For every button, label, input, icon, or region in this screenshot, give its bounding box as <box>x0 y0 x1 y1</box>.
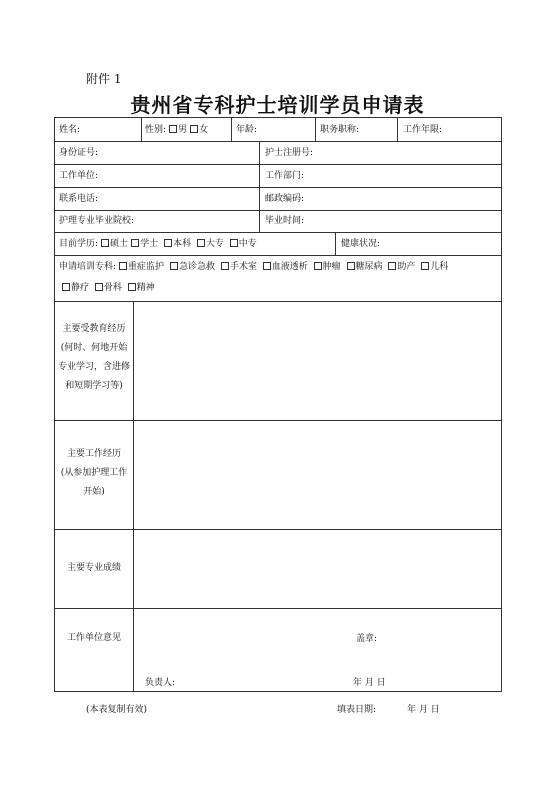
col-divider <box>315 118 316 141</box>
specialty-checkbox[interactable] <box>62 283 70 291</box>
phone-label: 联系电话: <box>59 194 99 204</box>
edu-history-line: 和短期学习等) <box>65 381 123 391</box>
education-checkbox[interactable] <box>230 239 238 247</box>
male-checkbox[interactable] <box>169 125 177 133</box>
row-divider <box>55 420 501 421</box>
specialty-checkbox[interactable] <box>128 283 136 291</box>
work-unit-label: 工作单位: <box>59 171 99 181</box>
row-divider <box>55 255 501 256</box>
edu-history-line: 专业学习，含进修 <box>57 362 130 372</box>
col-divider <box>335 232 336 255</box>
title-rank-label: 职务职称: <box>320 125 360 135</box>
col-divider <box>231 118 232 141</box>
specialty-option: 精神 <box>136 283 155 293</box>
copy-valid-note: (本表复制有效) <box>86 705 148 715</box>
specialty-checkbox[interactable] <box>314 262 322 270</box>
edu-history-label <box>55 320 133 396</box>
specialty-line-1 <box>59 261 448 273</box>
education-field <box>59 238 257 250</box>
col-divider <box>397 118 398 141</box>
grad-time-label: 毕业时间: <box>265 216 305 226</box>
specialty-option: 手术室 <box>229 262 257 272</box>
nurse-reg-label: 护士注册号: <box>265 148 314 158</box>
specialty-option: 重症监护 <box>128 262 165 272</box>
health-label: 健康状况: <box>341 239 381 249</box>
form-title: 贵州省专科护士培训学员申请表 <box>130 93 425 117</box>
education-checkbox[interactable] <box>101 239 109 247</box>
id-card-label: 身份证号: <box>59 148 99 158</box>
specialty-line-2 <box>59 282 155 294</box>
specialty-option: 血液透析 <box>271 262 308 272</box>
work-history-line: 主要工作经历 <box>66 449 121 459</box>
fill-date-value: 年 月 日 <box>407 705 440 715</box>
row-divider <box>55 529 501 530</box>
specialty-label: 申请培训专科: <box>59 262 117 272</box>
specialty-option: 急诊急救 <box>178 262 215 272</box>
specialty-option: 糖尿病 <box>355 262 383 272</box>
col-divider <box>141 118 142 141</box>
male-label: 男 <box>178 125 188 135</box>
age-label: 年龄: <box>236 125 258 135</box>
education-option: 学士 <box>140 239 159 249</box>
specialty-option: 儿科 <box>430 262 449 272</box>
row-divider <box>55 141 501 142</box>
specialty-option: 肿瘤 <box>322 262 341 272</box>
specialty-option: 静疗 <box>71 283 90 293</box>
work-history-label <box>55 445 133 502</box>
female-checkbox[interactable] <box>190 125 198 133</box>
work-history-line: (从参加护理工作 <box>60 468 128 478</box>
annex-label: 附件 1 <box>86 72 122 86</box>
specialty-checkbox[interactable] <box>170 262 178 270</box>
unit-opinion-label: 工作单位意见 <box>66 633 121 643</box>
application-form <box>54 117 502 692</box>
col-divider <box>259 141 260 232</box>
row-divider <box>55 210 501 211</box>
specialty-checkbox[interactable] <box>95 283 103 291</box>
specialty-checkbox[interactable] <box>347 262 355 270</box>
row-divider <box>55 164 501 165</box>
education-checkbox[interactable] <box>164 239 172 247</box>
specialty-option: 助产 <box>397 262 416 272</box>
fill-date-label: 填表日期: <box>337 705 377 715</box>
specialty-checkbox[interactable] <box>119 262 127 270</box>
work-history-line: 开始) <box>83 487 105 497</box>
work-years-label: 工作年限: <box>403 125 443 135</box>
responsible-person-label: 负责人: <box>145 678 176 688</box>
col-divider <box>133 301 134 691</box>
work-dept-label: 工作部门: <box>265 171 305 181</box>
gender-field <box>145 124 208 136</box>
row-divider <box>55 301 501 302</box>
education-option: 中专 <box>238 239 257 249</box>
education-option: 大专 <box>205 239 224 249</box>
education-label: 目前学历: <box>59 239 99 249</box>
specialty-checkbox[interactable] <box>263 262 271 270</box>
specialty-checkbox[interactable] <box>421 262 429 270</box>
seal-label: 盖章: <box>356 634 378 644</box>
edu-history-line: 主要受教育经历 <box>62 324 126 334</box>
achievements-label: 主要专业成绩 <box>66 563 121 573</box>
name-label: 姓名: <box>59 125 81 135</box>
gender-label: 性别: <box>145 125 167 135</box>
row-divider <box>55 608 501 609</box>
female-label: 女 <box>199 125 209 135</box>
edu-history-line: (何时、何地开始 <box>60 343 128 353</box>
school-label: 护理专业毕业院校: <box>59 216 135 226</box>
education-option: 硕士 <box>110 239 129 249</box>
specialty-checkbox[interactable] <box>388 262 396 270</box>
postcode-label: 邮政编码: <box>265 194 305 204</box>
education-checkbox[interactable] <box>197 239 205 247</box>
row-divider <box>55 232 501 233</box>
row-divider <box>55 187 501 188</box>
education-option: 本科 <box>172 239 191 249</box>
specialty-option: 骨科 <box>103 283 122 293</box>
specialty-checkbox[interactable] <box>221 262 229 270</box>
education-checkbox[interactable] <box>131 239 139 247</box>
unit-date: 年 月 日 <box>353 678 386 688</box>
